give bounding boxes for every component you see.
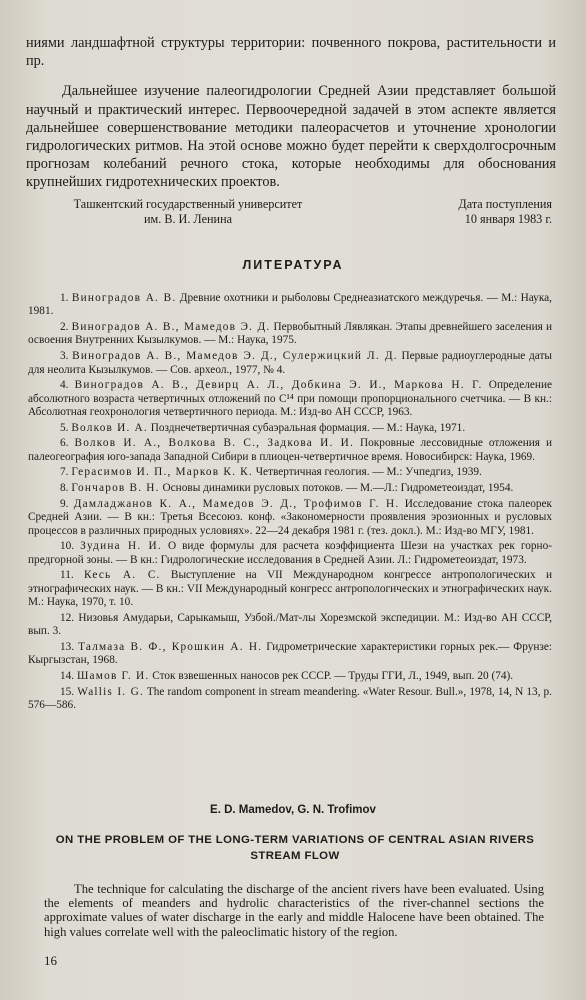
reference-item [28, 641, 552, 668]
reference-item [28, 466, 552, 479]
reference-item [28, 686, 552, 713]
reference-text: Древние охотники и рыболовы Среднеазиатского междуречья. — М.: Наука, 1981. [28, 292, 552, 318]
reference-text: Первобытный Лявлякан. Этапы древнейшего заселения и освоения Внутренних Кызылкумов. — М.: Наука, 1975. [28, 321, 552, 347]
reference-text: Определение абсолютного возраста четвертичных отложений по C¹⁴ при помощи пропорционального счетчика. — В кн.: Абсолютная геохронология четвертичного периода. М.: Изд-во АН СССР, 1963. [28, 379, 553, 418]
reference-number: 15. [60, 685, 75, 698]
reference-number: 11. [60, 569, 74, 582]
reference-text: Основы динамики русловых потоков. — М.—Л.: Гидрометеоиздат, 1954. [162, 482, 514, 495]
literature-heading: ЛИТЕРАТУРА [242, 258, 344, 272]
reference-item [28, 292, 552, 319]
reference-authors: Талмаза В. Ф., Крошкин А. Н. [78, 640, 263, 653]
page-number: 16 [44, 953, 57, 968]
reference-number: 10. [60, 540, 75, 553]
reference-item [28, 498, 552, 538]
body-paragraph: Дальнейшее изучение палеогидрологии Средней Азии представляет большой научный и практический интерес. Первоочередной задачей в этом аспекте является дальнейшее совершенствование методики палеорасчетов и уточнение хронологии гидрологических ритмов. На этой основе можно будет перейти к сверхдолгосрочным прогнозам колебаний речного стока, которые необходимы для обоснования крупнейших гидротехнических проектов. [26, 83, 556, 191]
body-paragraph: ниями ландшафтной структуры территории: почвенного покрова, растительности и пр. [26, 35, 556, 70]
reference-text: Четвертичная геология. — М.: Учпедгиз, 1939. [255, 466, 482, 479]
received-value: 10 января 1983 г. [464, 212, 552, 226]
english-abstract [44, 882, 544, 939]
reference-item [28, 422, 552, 435]
reference-item [28, 670, 552, 683]
reference-number: 8. [60, 482, 69, 495]
reference-authors: Волков И. А. [71, 421, 148, 434]
received-label: Дата поступления [458, 197, 552, 211]
reference-authors: Гончаров В. Н. [71, 482, 160, 495]
reference-number: 7. [60, 466, 69, 479]
reference-number: 12. [60, 611, 75, 624]
reference-text: Сток взвешенных наносов рек СССР. — Труды ГГИ, Л., 1949, вып. 20 (74). [152, 670, 514, 683]
reference-item [28, 350, 552, 377]
reference-number: 9. [60, 497, 69, 510]
reference-authors: Wallis I. G. [77, 685, 144, 698]
abstract-text: The technique for calculating the discharge of the ancient rivers have been evaluated. Using the elements of meanders and hydrolic characteristics of the river-channel sections the approximate values of water discharge in the early and middle Halocene have been obtained. The high values correlate well with the paleoclimatic history of the region. [44, 882, 544, 939]
reference-item [28, 379, 552, 419]
reference-item [28, 540, 552, 567]
body-text [26, 34, 556, 192]
reference-text: Низовья Амударьи, Сарыкамыш, Узбой./Мат-лы Хорезмской экспедиции. М.: Изд-во АН СССР, вып. 3. [28, 611, 552, 638]
affiliation-line: Ташкентский государственный университет [73, 197, 303, 211]
english-authors: E. D. Mamedov, G. N. Trofimov [210, 804, 376, 816]
reference-authors: Волков И. А., Волкова В. С., Задкова И. И. [74, 437, 355, 450]
reference-text: Выступление на VII Международном конгрессе антропологических и этнографических наук. — В кн.: VII Международный конгресс антропологических и этнографических наук. М.: Наука, 1970, т. 10. [28, 569, 552, 609]
reference-authors: Виноградов А. В., Девирц А. Л., Добкина Э. И., Маркова Н. Г. [74, 379, 483, 392]
reference-authors: Кесь А. С. [84, 569, 161, 582]
reference-number: 3. [60, 350, 69, 363]
english-title: ON THE PROBLEM OF THE LONG-TERM VARIATIONS OF CENTRAL ASIAN RIVERS STREAM FLOW [55, 834, 535, 862]
reference-authors: Виноградов А. В., Мамедов Э. Д., Сулержицкий Л. Д. [72, 350, 398, 363]
reference-text: Первые радиоуглеродные даты для неолита Кызылкумов. — Сов. археол., 1977, № 4. [28, 350, 552, 376]
reference-list [28, 292, 552, 715]
reference-item [28, 437, 552, 464]
reference-item [28, 482, 552, 495]
reference-number: 1. [60, 292, 69, 304]
reference-number: 14. [60, 670, 75, 683]
reference-authors: Герасимов И. П., Марков К. К. [71, 466, 253, 479]
received-date [392, 197, 552, 227]
reference-text: Покровные лессовидные отложения и палеогеография юго-запада Западной Сибири в плиоцен-четвертичное время. Новосибирск: Наука, 1969. [28, 437, 553, 463]
affiliation-line: им. В. И. Ленина [143, 212, 232, 226]
reference-number: 6. [60, 437, 69, 450]
reference-item [28, 321, 552, 348]
reference-text: The random component in stream meandering. «Water Resour. Bull.», 1978, 14, N 13, p. 576—586. [28, 685, 553, 712]
reference-number: 13. [60, 640, 75, 653]
reference-text: Исследование стока палеорек Средней Азии. — В кн.: Третья Всесоюз. конф. «Закономерности проявления эрозионных и русловых процессов в различных природных условиях». 22—24 декабря 1981 г. (тез. докл.). М.: Изд-во МГУ, 1981. [28, 497, 553, 537]
reference-item [28, 612, 552, 639]
affiliation [58, 197, 318, 227]
reference-text: О виде формулы для расчета коэффициента Шези на участках рек горно-предгорной зоны. — В кн.: Гидрологические исследования в Средней Азии. Л.: Гидрометеоиздат, 1973. [28, 540, 552, 566]
reference-authors: Зудина Н. И. [80, 540, 162, 553]
reference-number: 5. [60, 421, 69, 434]
reference-authors: Виноградов А. В. [71, 292, 177, 304]
reference-text: Позднечетвертичная субаэральная формация. — М.: Наука, 1971. [150, 421, 466, 434]
reference-text: Гидрометрические характеристики горных рек.— Фрунзе: Кыргызстан, 1968. [28, 640, 553, 667]
reference-item [28, 569, 552, 609]
reference-number: 4. [60, 379, 69, 392]
reference-authors: Виноградов А. В., Мамедов Э. Д. [71, 321, 271, 334]
reference-authors: Дамладжанов К. А., Мамедов Э. Д., Трофимов Г. Н. [73, 497, 400, 510]
reference-authors: Шамов Г. И. [76, 670, 150, 683]
reference-number: 2. [60, 321, 69, 334]
